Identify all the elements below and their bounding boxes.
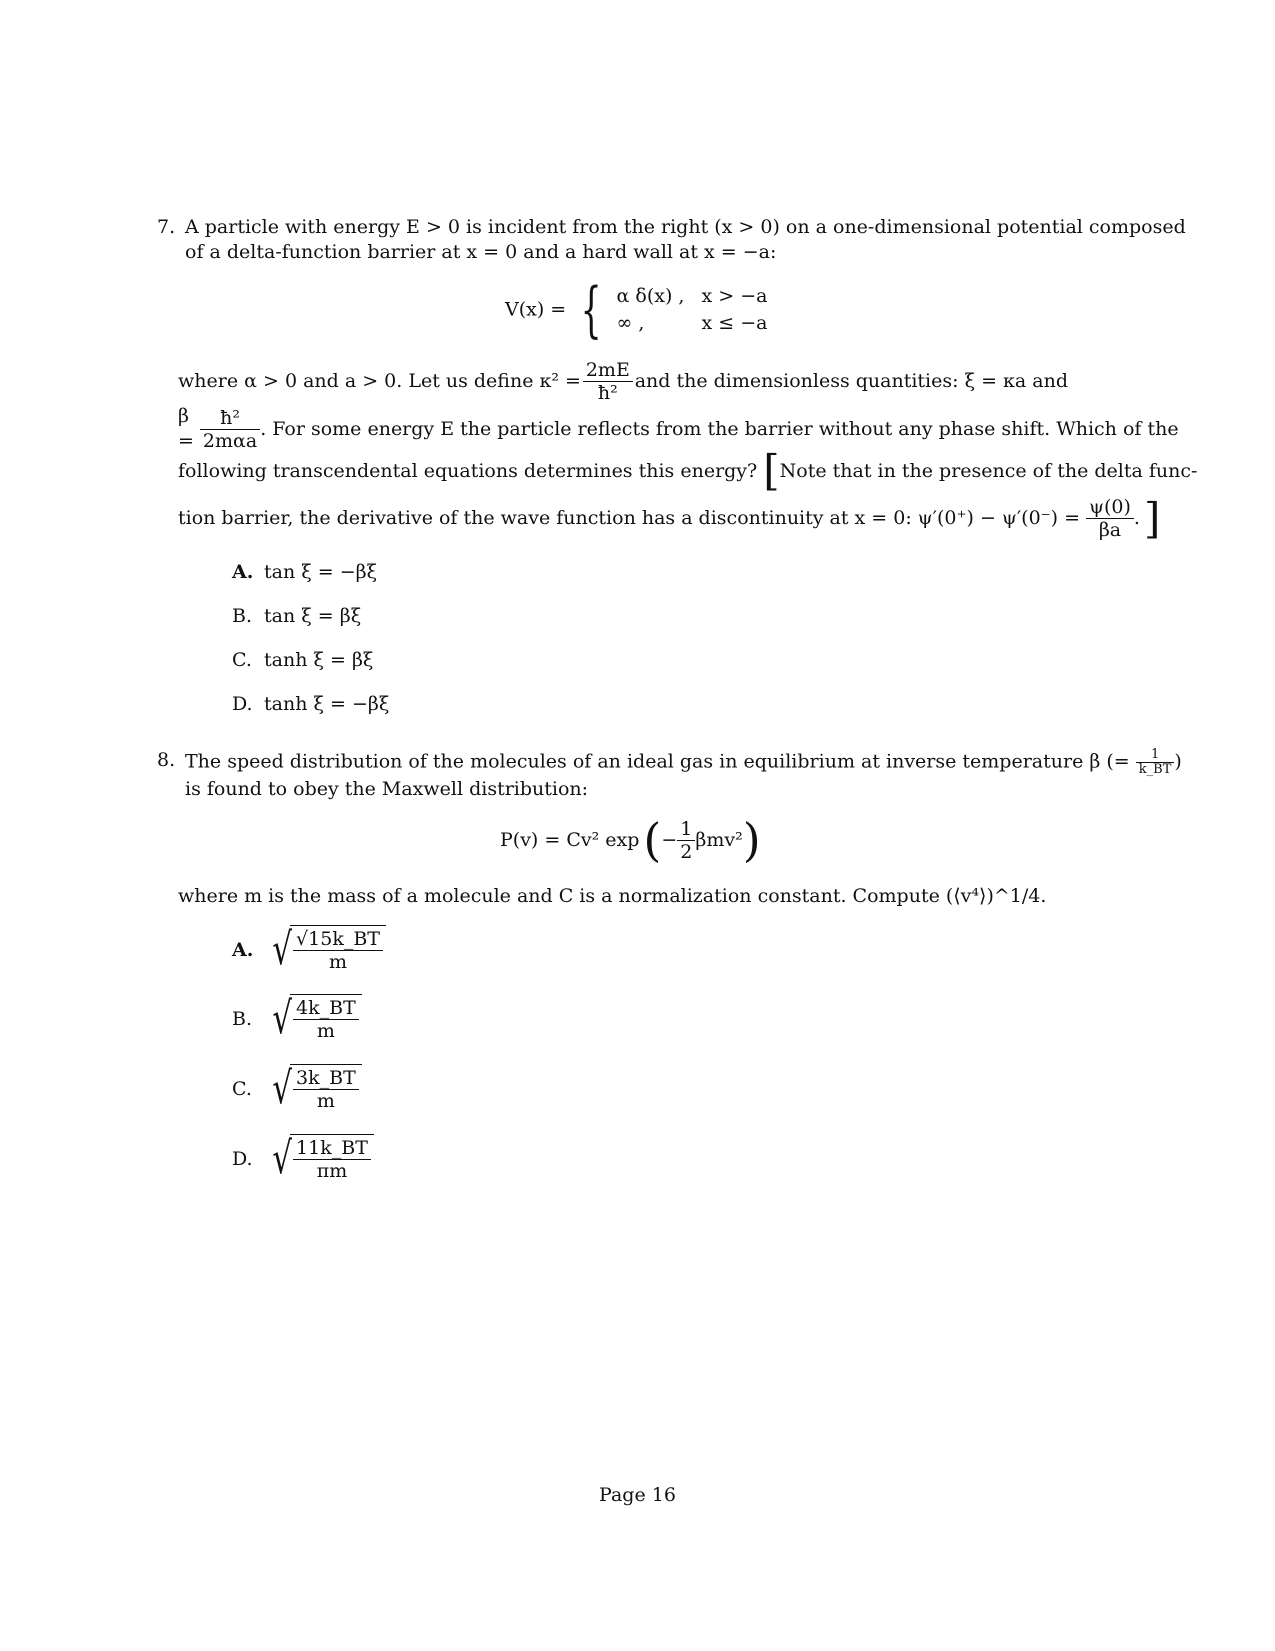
choice-text: tanh ξ = −βξ	[264, 693, 390, 715]
fraction-numerator: ψ(0)	[1086, 496, 1134, 519]
choice-text: tanh ξ = βξ	[264, 649, 374, 671]
fraction-denominator: k_BT	[1138, 762, 1172, 777]
radicand-fraction	[290, 994, 362, 1044]
definition-text: where α > 0 and a > 0. Let us define κ² =	[178, 370, 581, 392]
radical-icon: √	[272, 993, 293, 1044]
inverse-temperature-fraction	[1136, 748, 1175, 777]
q8-choice-c[interactable]	[232, 1064, 362, 1114]
fraction-denominator: m	[316, 1090, 335, 1112]
left-brace-icon: {	[580, 275, 602, 345]
square-root	[264, 994, 362, 1044]
radicand-fraction	[290, 1134, 374, 1184]
choice-label: B.	[232, 1007, 253, 1030]
radicand-fraction	[290, 1064, 362, 1114]
equation-lhs: V(x) =	[505, 298, 567, 321]
square-root	[264, 1064, 362, 1114]
radical-icon: √	[272, 1063, 293, 1114]
fraction-denominator: ħ²	[597, 382, 618, 404]
fraction-numerator: 2mE	[583, 359, 633, 382]
fraction-denominator: 2mαa	[202, 429, 258, 452]
definition-line	[178, 359, 1068, 404]
fraction-denominator: m	[316, 1020, 335, 1042]
fraction-denominator: m	[329, 951, 348, 973]
right-paren-icon: )	[742, 813, 761, 867]
question-text-line	[185, 747, 1182, 777]
half-fraction	[677, 818, 695, 863]
question-number: 8.	[157, 749, 176, 771]
definition-text: and the dimensionless quantities: ξ = κa and	[634, 370, 1068, 392]
fraction-numerator: 3k_BT	[293, 1067, 359, 1090]
fraction-numerator: 1	[677, 818, 695, 841]
beta-lhs: β =	[178, 405, 194, 452]
q7-choice-b[interactable]	[232, 604, 361, 629]
beta-definition-line	[178, 404, 1179, 454]
square-root	[264, 1134, 374, 1184]
left-paren-icon: (	[643, 813, 662, 867]
right-bracket-icon: ]	[1143, 494, 1161, 543]
left-bracket-icon: [	[763, 446, 780, 495]
question-text: The speed distribution of the molecules of an ideal gas in equilibrium at inverse temperature β (=	[185, 750, 1130, 773]
fraction-denominator: 2	[680, 841, 693, 863]
question-text-line: A particle with energy E > 0 is incident from the right (x > 0) on a one-dimensional potential composed	[185, 216, 1186, 238]
choice-label: D.	[232, 1147, 253, 1170]
beta-fraction	[200, 407, 260, 452]
radical-icon: √	[272, 924, 293, 975]
choice-label: C.	[232, 1077, 252, 1100]
question-text: )	[1174, 750, 1182, 773]
potential-equation	[505, 275, 768, 345]
fraction-numerator: √15k_BT	[293, 928, 383, 951]
case-condition: x > −a	[701, 285, 768, 307]
definition-text: . For some energy E the particle reflects from the barrier without any phase shift. Which of the	[260, 417, 1179, 440]
fraction-numerator: ħ²	[200, 407, 260, 430]
note-text: tion barrier, the derivative of the wave function has a discontinuity at x = 0: ψ′(0⁺) − ψ′(0⁻) =	[178, 507, 1081, 529]
fraction-numerator: 11k_BT	[293, 1137, 371, 1160]
q7-choice-a[interactable]	[232, 560, 377, 585]
choice-label: D.	[232, 693, 253, 715]
choice-text: tan ξ = −βξ	[264, 561, 378, 583]
equation-lhs: P(v) = Cv² exp	[500, 829, 640, 851]
fraction-numerator: 1	[1136, 748, 1175, 763]
kappa-fraction	[583, 359, 633, 404]
fraction-denominator: πm	[316, 1160, 348, 1182]
note-text: Note that in the presence of the delta func-	[779, 460, 1198, 482]
case-condition: x ≤ −a	[701, 312, 768, 334]
page-number: Page 16	[599, 1484, 676, 1506]
choice-label: C.	[232, 649, 252, 671]
square-root	[264, 925, 386, 975]
question-number: 7.	[157, 216, 176, 238]
maxwell-equation	[500, 813, 761, 867]
radicand-fraction	[290, 925, 386, 975]
choice-text: tan ξ = βξ	[264, 605, 362, 627]
q7-choice-c[interactable]	[232, 648, 373, 673]
radical-icon: √	[272, 1133, 293, 1184]
case-value: ∞ ,	[616, 312, 645, 334]
question-8	[157, 747, 1182, 802]
minus-sign: −	[661, 829, 678, 851]
fraction-numerator: 4k_BT	[293, 997, 359, 1020]
fraction-denominator: βa	[1098, 519, 1122, 541]
question-text: following transcendental equations determines this energy?	[178, 460, 758, 482]
note-fraction	[1086, 496, 1134, 541]
q8-choice-a[interactable]	[232, 925, 386, 975]
question-7	[157, 215, 1186, 265]
equation-tail: βmv²	[695, 829, 743, 851]
case-value: α δ(x) ,	[616, 285, 685, 307]
question-text-line: is found to obey the Maxwell distribution:	[185, 778, 589, 800]
question-text-line: of a delta-function barrier at x = 0 and a hard wall at x = −a:	[185, 241, 777, 263]
q8-choice-b[interactable]	[232, 994, 362, 1044]
question-text-line: where m is the mass of a molecule and C is a normalization constant. Compute (⟨v⁴⟩)^1/4.	[178, 885, 1047, 907]
choice-label: A.	[232, 561, 254, 583]
note-period: .	[1133, 507, 1140, 529]
q7-choice-d[interactable]	[232, 692, 389, 717]
choice-label: A.	[232, 938, 254, 961]
question-text-line	[178, 446, 1198, 495]
choice-label: B.	[232, 605, 253, 627]
q8-choice-d[interactable]	[232, 1134, 374, 1184]
